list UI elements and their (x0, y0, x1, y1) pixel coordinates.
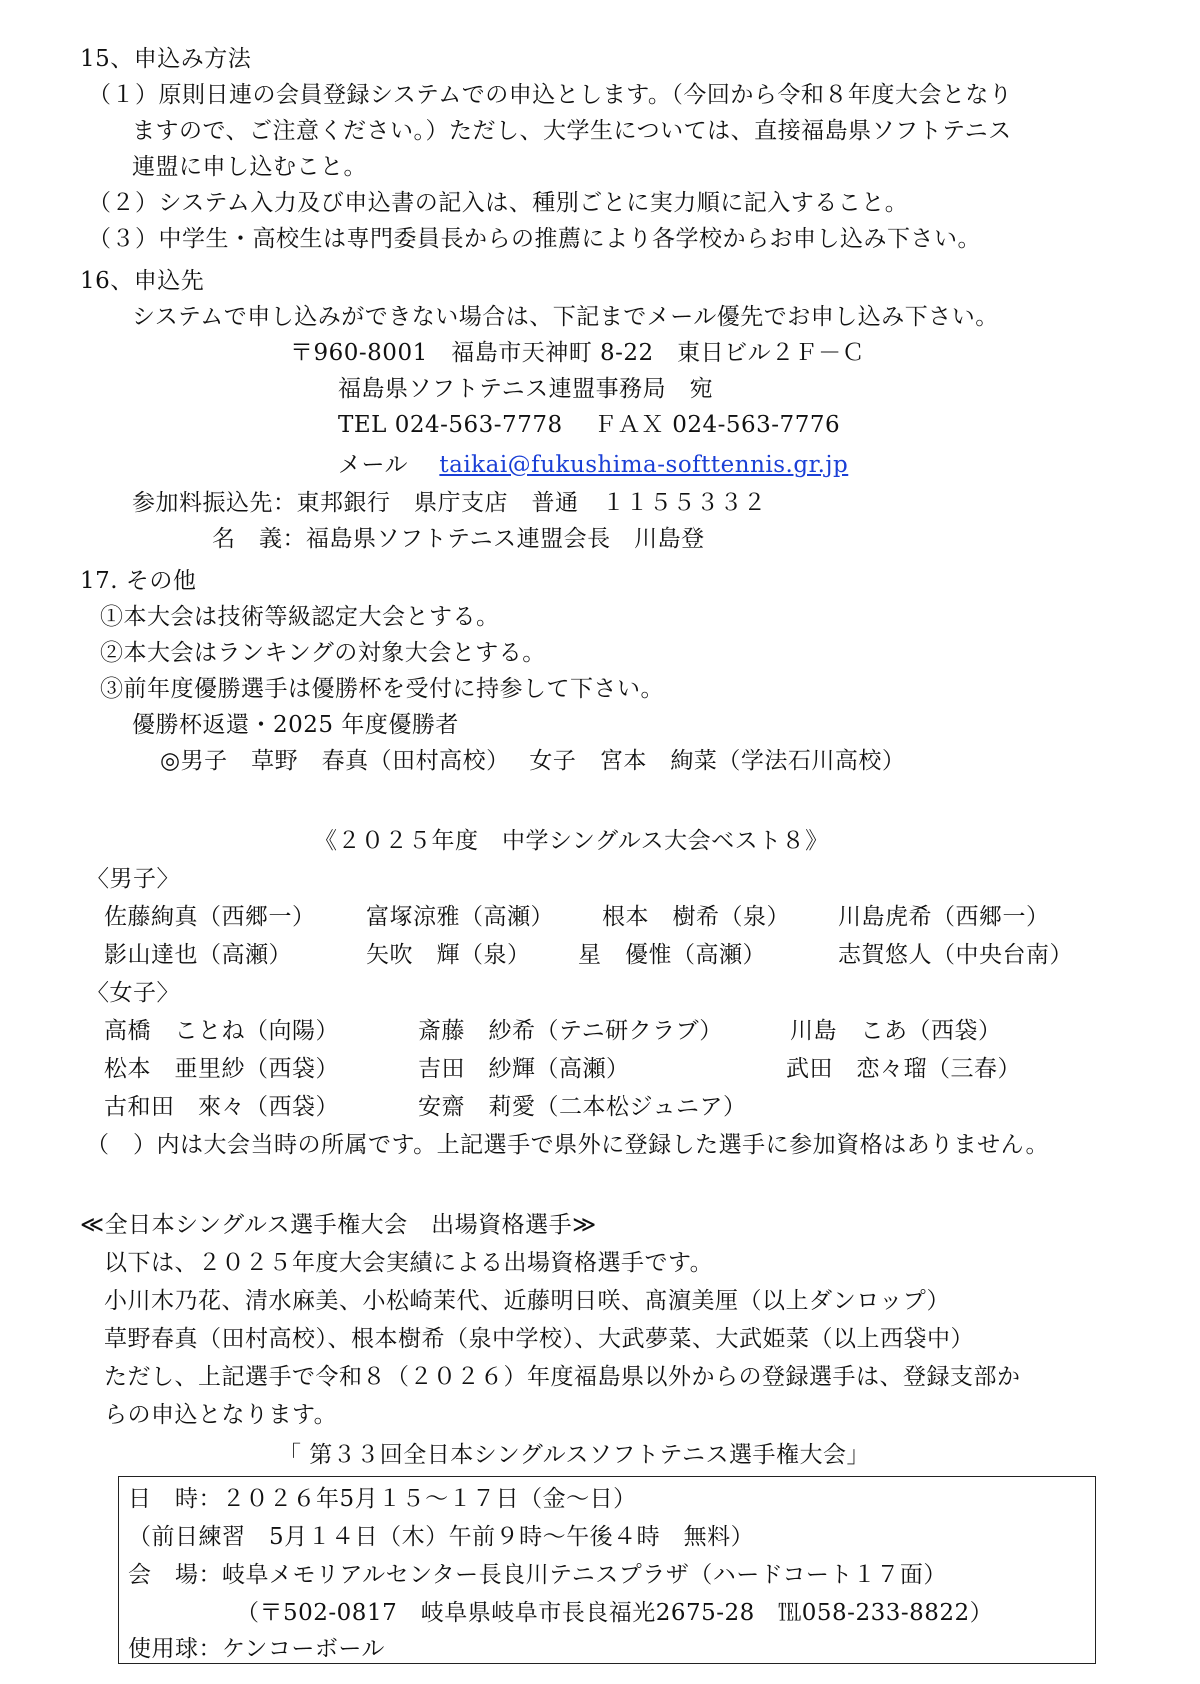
section-16-address: 〒960-8001 福島市天神町 8-22 東日ビル２Ｆ－Ｃ (290, 340, 866, 366)
section-15-item-3: （３）中学生・高校生は専門委員長からの推薦により各学校からお申し込み下さい。 (88, 226, 981, 252)
section-15-item-2: （２）システム入力及び申込書の記入は、種別ごとに実力順に記入すること。 (88, 190, 909, 216)
best8-girls-label: 〈女子〉 (86, 980, 180, 1006)
section-17-item-2: ②本大会はランキングの対象大会とする。 (100, 640, 546, 666)
section-15-item-1-line-1: （１）原則日連の会員登録システムでの申込とします。（今回から令和８年度大会となり (88, 82, 1013, 108)
all-japan-line-2: 小川木乃花、清水麻美、小松崎茉代、近藤明日咲、髙濵美厘（以上ダンロップ） (104, 1288, 950, 1314)
section-16-office: 福島県ソフトテニス連盟事務局 宛 (338, 376, 714, 402)
previous-winners: ◎男子 草野 春真（田村高校） 女子 宮本 絢菜（学法石川高校） (160, 748, 906, 774)
event-ball: 使用球：ケンコーボール (128, 1636, 385, 1662)
section-16-tel-fax: TEL 024-563-7778 ＦＡＸ 024-563-7776 (338, 412, 841, 438)
section-16-intro: システムで申し込みができない場合は、下記までメール優先でお申し込み下さい。 (132, 304, 999, 330)
cup-return-label: 優勝杯返還・2025 年度優勝者 (132, 712, 459, 738)
event-venue: 会 場：岐阜メモリアルセンター長良川テニスプラザ（ハードコート１７面） (128, 1562, 947, 1588)
section-17-item-3: ③前年度優勝選手は優勝杯を受付に持参して下さい。 (100, 676, 664, 702)
best8-title: 《２０２５年度 中学シングルス大会ベスト８》 (314, 828, 829, 854)
section-17-item-1: ①本大会は技術等級認定大会とする。 (100, 604, 500, 630)
best8-boys-entry: 富塚涼雅（高瀬） (366, 904, 554, 930)
all-japan-title: ≪全日本シングルス選手権大会 出場資格選手≫ (80, 1212, 597, 1238)
best8-girls-entry: 川島 こあ（西袋） (790, 1018, 1002, 1044)
section-16-holder: 名 義：福島県ソフトテニス連盟会長 川島登 (212, 526, 705, 552)
section-16-heading: 16、申込先 (80, 268, 205, 294)
best8-boys-entry: 佐藤絢真（西郷一） (104, 904, 316, 930)
best8-girls-entry: 松本 亜里紗（西袋） (104, 1056, 339, 1082)
best8-girls-entry: 安齋 莉愛（二本松ジュニア） (418, 1094, 747, 1120)
best8-boys-entry: 矢吹 輝（泉） (366, 942, 531, 968)
event-date: 日 時：２０２６年5月１５～１７日（金～日） (128, 1486, 637, 1512)
best8-boys-entry: 星 優惟（高瀬） (578, 942, 766, 968)
section-15-item-1-line-3: 連盟に申し込むこと。 (132, 154, 367, 180)
event-title: 「 第３３回全日本シングルスソフトテニス選手権大会」 (278, 1442, 870, 1468)
all-japan-line-5: らの申込となります。 (104, 1402, 338, 1428)
best8-boys-entry: 影山達也（高瀬） (104, 942, 292, 968)
all-japan-line-4: ただし、上記選手で令和８（２０２６）年度福島県以外からの登録選手は、登録支部か (104, 1364, 1021, 1390)
best8-girls-entry: 古和田 來々（西袋） (104, 1094, 339, 1120)
section-15-heading: 15、申込み方法 (80, 46, 252, 72)
section-16-mail-row (338, 450, 848, 480)
event-practice: （前日練習 5月１４日（木）午前９時～午後４時 無料） (128, 1524, 755, 1550)
best8-girls-entry: 高橋 ことね（向陽） (104, 1018, 339, 1044)
best8-boys-entry: 根本 樹希（泉） (602, 904, 790, 930)
best8-boys-entry: 志賀悠人（中央台南） (838, 942, 1073, 968)
best8-girls-entry: 武田 恋々瑠（三春） (786, 1056, 1021, 1082)
all-japan-line-1: 以下は、２０２５年度大会実績による出場資格選手です。 (104, 1250, 714, 1276)
best8-girls-entry: 吉田 紗輝（高瀬） (418, 1056, 630, 1082)
section-15-item-1-line-2: ますので、ご注意ください。）ただし、大学生については、直接福島県ソフトテニス (132, 118, 1012, 144)
all-japan-line-3: 草野春真（田村高校）、根本樹希（泉中学校）、大武夢菜、大武姫菜（以上西袋中） (104, 1326, 974, 1352)
mail-label: メール (338, 452, 409, 478)
section-16-bank: 参加料振込先：東邦銀行 県庁支店 普通 １１５５３３２ (132, 490, 767, 516)
event-venue-address: （〒502-0817 岐阜県岐阜市長良福光2675-28 ℡058-233-8822） (236, 1600, 994, 1626)
best8-boys-label: 〈男子〉 (86, 866, 180, 892)
best8-note: （ ）内は大会当時の所属です。上記選手で県外に登録した選手に参加資格はありません。 (86, 1132, 1050, 1158)
section-17-heading: 17. その他 (80, 568, 197, 594)
best8-girls-entry: 斎藤 紗希（テニ研クラブ） (418, 1018, 723, 1044)
best8-boys-entry: 川島虎希（西郷一） (838, 904, 1050, 930)
mail-link[interactable]: taikai@fukushima-softtennis.gr.jp (439, 452, 849, 478)
